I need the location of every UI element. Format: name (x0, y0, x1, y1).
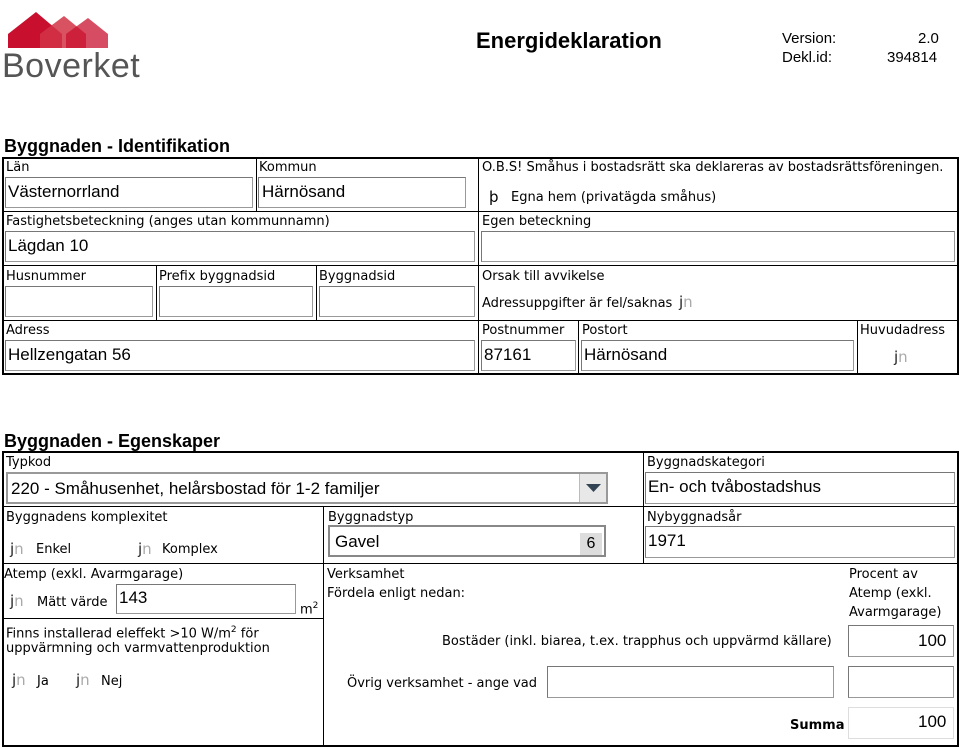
page-title: Energideklaration (476, 28, 662, 53)
typkod-label: Typkod (6, 455, 52, 470)
typkod-dropdown-button[interactable] (579, 474, 606, 502)
bostader-value: 100 (918, 631, 947, 650)
obs-notice: O.B.S! Småhus i bostadsrätt ska deklareras av bostadsrättsföreningen. (482, 160, 944, 175)
version-label: Version: (782, 30, 837, 47)
summa-value: 100 (918, 712, 947, 731)
procent-label-1: Procent av (849, 567, 918, 582)
byggnadsid-field[interactable] (319, 286, 475, 317)
egen-beteckning-label: Egen beteckning (482, 214, 592, 229)
unit-m: m (300, 602, 313, 618)
radio-glyph-n: n (14, 540, 24, 558)
huvudadress-label: Huvudadress (860, 323, 946, 338)
byggnadstyp-dropdown-button[interactable]: 6 (580, 533, 602, 555)
radio-glyph-n: n (683, 293, 693, 311)
unit-sup: 2 (312, 601, 319, 611)
eleffekt-text-b: för (236, 626, 259, 642)
eleffekt-label-2: uppvärmning och varmvattenproduktion (6, 641, 270, 656)
lan-value: Västernorrland (8, 182, 120, 201)
fordela-label: Fördela enligt nedan: (327, 586, 466, 601)
husnummer-field[interactable] (5, 286, 153, 317)
eleffekt-sup: 2 (230, 625, 237, 635)
adress-label: Adress (6, 323, 50, 338)
summa-label: Summa (790, 718, 845, 733)
ja-radio[interactable] (12, 671, 26, 689)
komplex-label: Komplex (162, 542, 218, 557)
fastighet-value: Lägdan 10 (8, 236, 89, 255)
postnummer-label: Postnummer (482, 323, 565, 338)
section-title-identifikation: Byggnaden - Identifikation (4, 136, 231, 156)
byggnadstyp-value: Gavel (335, 532, 380, 551)
husnummer-label: Husnummer (6, 269, 86, 284)
verksamhet-label: Verksamhet (327, 567, 405, 582)
huvudadress-radio[interactable] (894, 348, 908, 366)
enkel-radio[interactable] (10, 540, 24, 558)
eleffekt-label-1 (6, 623, 259, 641)
ja-label: Ja (37, 674, 49, 689)
radio-glyph-n: n (16, 671, 26, 689)
radio-glyph-j: j (679, 293, 684, 311)
section-title-egenskaper: Byggnaden - Egenskaper (4, 431, 221, 451)
typkod-value: 220 - Småhusenhet, helårsbostad för 1-2 familjer (11, 479, 380, 498)
radio-glyph-n: n (80, 671, 90, 689)
radio-glyph-n: n (142, 540, 152, 558)
egna-hem-label: Egna hem (privatägda småhus) (511, 190, 717, 205)
nybyggnadsar-field[interactable] (645, 526, 955, 558)
radio-glyph-j: j (10, 592, 15, 610)
radio-glyph-j: j (138, 540, 143, 558)
unit-m2 (300, 599, 318, 617)
version-value: 2.0 (918, 30, 939, 47)
ovrig-field[interactable] (547, 666, 834, 698)
procent-label-3: Avarmgarage) (849, 605, 942, 620)
ovrig-label: Övrig verksamhet - ange vad (347, 676, 538, 691)
lan-label: Län (6, 160, 30, 175)
atemp-label: Atemp (exkl. Avarmgarage) (4, 567, 184, 582)
radio-glyph-n: n (898, 348, 908, 366)
orsak-label: Orsak till avvikelse (482, 269, 605, 284)
prefix-label: Prefix byggnadsid (159, 269, 276, 284)
nybyggnadsar-label: Nybyggnadsår (647, 510, 742, 525)
dekl-id-value: 394814 (887, 49, 938, 66)
nybyggnadsar-value: 1971 (648, 531, 686, 550)
egna-hem-checkbox[interactable]: þ (489, 188, 499, 206)
kommun-label: Kommun (259, 160, 317, 175)
chevron-down-icon (580, 474, 607, 502)
enkel-label: Enkel (36, 542, 72, 557)
bostader-label: Bostäder (inkl. biarea, t.ex. trapphus och uppvärmd källare) (442, 634, 832, 649)
byggnadsid-label: Byggnadsid (319, 269, 396, 284)
prefix-field[interactable] (159, 286, 313, 317)
radio-glyph-j: j (76, 671, 81, 689)
radio-glyph-n: n (14, 592, 24, 610)
adress-fel-label: Adressuppgifter är fel/saknas (482, 296, 673, 311)
kommun-value: Härnösand (262, 182, 346, 201)
procent-label-2: Atemp (exkl. (849, 586, 932, 601)
egen-beteckning-field[interactable] (481, 231, 955, 262)
postnummer-value: 87161 (484, 345, 532, 364)
radio-glyph-j: j (894, 348, 899, 366)
nej-label: Nej (101, 674, 123, 689)
komplex-radio[interactable] (138, 540, 152, 558)
radio-glyph-j: j (12, 671, 17, 689)
adress-value: Hellzengatan 56 (8, 345, 131, 364)
byggnadstyp-label: Byggnadstyp (328, 510, 414, 525)
matt-varde-label: Mätt värde (37, 595, 108, 610)
logo-text: Boverket (2, 47, 141, 85)
kategori-value: En- och tvåbostadshus (648, 477, 821, 496)
nej-radio[interactable] (76, 671, 90, 689)
ovrig-procent-field[interactable] (848, 666, 954, 698)
komplexitet-label: Byggnadens komplexitet (6, 510, 168, 525)
adress-fel-checkbox[interactable] (679, 293, 693, 311)
kategori-label: Byggnadskategori (647, 455, 765, 470)
postort-label: Postort (582, 323, 628, 338)
eleffekt-text-a: Finns installerad eleffekt >10 W/m (6, 626, 231, 642)
radio-glyph-j: j (10, 540, 15, 558)
dekl-id-label: Dekl.id: (782, 49, 833, 66)
matt-varde-radio[interactable] (10, 592, 24, 610)
fastighet-label: Fastighetsbeteckning (anges utan kommunnamn) (6, 214, 330, 229)
matt-varde-value: 143 (119, 588, 148, 607)
postort-value: Härnösand (584, 345, 668, 364)
